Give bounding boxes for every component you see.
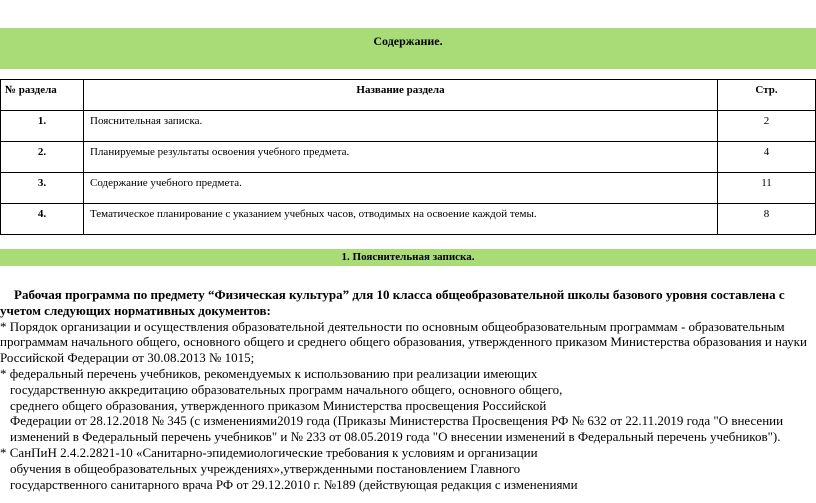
table-row — [1, 111, 816, 142]
lead-paragraph: Рабочая программа по предмету “Физическая культура” для 10 класса общеобразовательной школы базового уровня составлена с учетом следующих нормативных документов: — [0, 287, 785, 318]
row-page: 8 — [718, 204, 816, 235]
row-number: 4. — [1, 204, 84, 235]
paragraph-textbooks-line4: Федерации от 28.12.2018 № 345 (с изменениями2019 года (Приказы Министерства Просвещения РФ № 632 от 22.11.2019 года "О внесении изменений в Федеральный перечень учебников" и № 233 от 08.05.2019 года "О внесении изменений в Федеральный перечень учебников"). — [10, 413, 784, 445]
row-number: 2. — [1, 142, 84, 173]
table-row — [1, 173, 816, 204]
paragraph-textbooks-line1: * федеральный перечень учебников, рекомендуемых к использованию при реализации имеющих — [0, 365, 538, 381]
section-header-band — [0, 249, 816, 266]
row-page: 2 — [718, 111, 816, 142]
contents-title: Содержание. — [373, 34, 443, 48]
row-name: Пояснительная записка. — [84, 111, 718, 142]
paragraph-sanpin-line3: государственного санитарного врача РФ от 29.12.2010 г. №189 (действующая редакция с изменениями — [10, 476, 578, 492]
paragraph-textbooks-line2: государственную аккредитацию образовательных программ начального общего, основного общего, — [10, 381, 563, 397]
column-header-name: Название раздела — [84, 80, 718, 111]
row-name: Планируемые результаты освоения учебного предмета. — [84, 142, 718, 173]
paragraph-sanpin-line2: обучения в общеобразовательных учреждениях»,утвержденными постановлением Главного — [10, 460, 521, 476]
column-header-number: № раздела — [1, 80, 84, 111]
row-page: 11 — [718, 173, 816, 204]
row-number: 1. — [1, 111, 84, 142]
row-name: Содержание учебного предмета. — [84, 173, 718, 204]
paragraph-textbooks-line3: среднего общего образования, утвержденного приказом Министерства просвещения Российской — [10, 397, 547, 413]
table-header-row — [1, 80, 816, 111]
column-header-page: Стр. — [718, 80, 816, 111]
body-text — [0, 287, 816, 492]
row-name: Тематическое планирование с указанием учебных часов, отводимых на освоение каждой темы. — [84, 204, 718, 235]
section-title: 1. Пояснительная записка. — [341, 251, 475, 263]
row-number: 3. — [1, 173, 84, 204]
paragraph-order: * Порядок организации и осуществления образовательной деятельности по основным общеобразовательным программам - образовательным программам начального общего, основного общего и среднего общего образования, утвержденного приказом Министерства образования и науки Российской Федерации от 30.08.2013 № 1015; — [0, 318, 807, 366]
table-row — [1, 142, 816, 173]
paragraph-sanpin-line1: * СанПиН 2.4.2.2821-10 «Санитарно-эпидемиологические требования к условиям и организации — [0, 444, 538, 460]
contents-table — [0, 79, 816, 235]
row-page: 4 — [718, 142, 816, 173]
contents-header-band — [0, 28, 816, 69]
table-row — [1, 204, 816, 235]
